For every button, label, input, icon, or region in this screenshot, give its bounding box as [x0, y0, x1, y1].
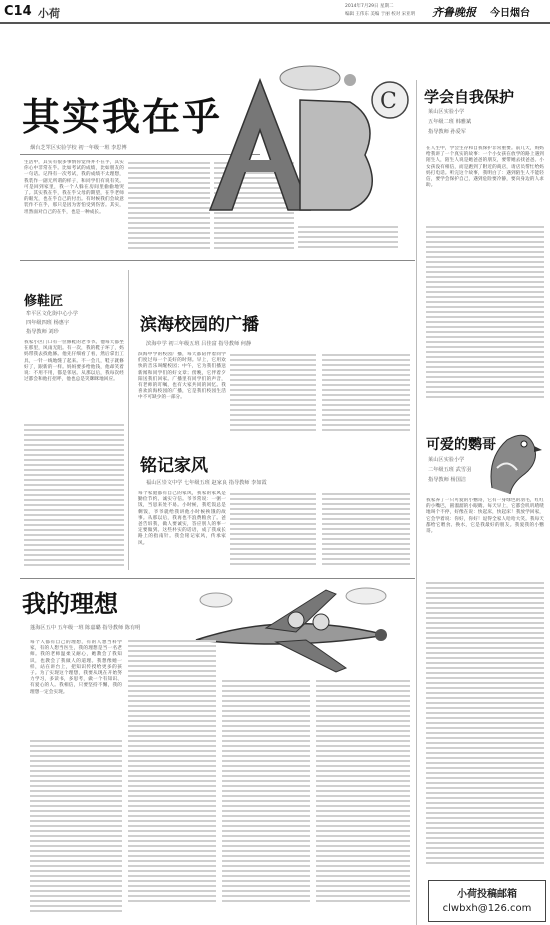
- article-5: [130, 445, 415, 575]
- mailbox-email[interactable]: clwbxh@126.com: [442, 903, 532, 914]
- article-7: [16, 580, 416, 924]
- article-byline: 滨海中学 初三年级五班 吕佳富 指导教师 何静: [146, 341, 252, 347]
- article-body-cont: [128, 162, 210, 249]
- article-body-cont: [316, 680, 410, 902]
- article-title: 铭记家风: [140, 456, 208, 476]
- article-2: [420, 86, 548, 406]
- article-body-cont: [426, 226, 544, 398]
- article-title: 其实我在乎: [22, 94, 223, 139]
- article-body: 我家养了一只可爱的小鹦哥，它有一身绿色的羽毛，红红的小嘴巴，圆溜溜的小眼睛。每天早上，它都会叽叽喳喳地叫个不停，好像在说：快起床，快起床！我放学回家，它会学着说：你好，你好！逗得全家人哈哈大笑。我每天都给它喂食、换水，它是我最好的朋友。我爱我的小鹦哥。: [426, 498, 544, 535]
- article-byline: 福山区崇文中学 七年级五班 赵家良 指导教师 李如霞: [146, 480, 267, 486]
- article-byline: 烟台芝罘区实验学校 初一年级一班 李思博: [30, 145, 127, 151]
- article-body: 在人生中，学会生存和自我保护非常重要。前几天，妈妈给我讲了一个真实的故事：一个小女孩在放学的路上遇到陌生人，陌生人说是她爸爸的朋友，要带她去找爸爸。小女孩没有相信，而是跑到了附近的商店，请店员帮忙给妈妈打电话。听完这个故事，我明白了：遇到陌生人不能轻信，要学会保护自己，遇到危险要冷静，要向身边的人求助。: [426, 146, 544, 189]
- masthead-rule: [0, 22, 550, 24]
- article-body-cont: [24, 424, 124, 566]
- article-byline: 四年级四班 杨惠宇: [26, 320, 70, 326]
- section-rule: [20, 578, 415, 579]
- article-body-cont: [322, 493, 410, 565]
- svg-text:C: C: [380, 89, 397, 114]
- article-body-cont: [230, 493, 316, 565]
- article-byline: 指导教师 杨国洁: [428, 477, 466, 483]
- column-divider: [416, 80, 417, 925]
- section-rule: [20, 260, 415, 261]
- article-body-cont: [298, 226, 398, 248]
- article-body: 每个家庭都有自己的家风，我家的家风是勤俭节约、诚实守信。爷爷常说：一粥一饭，当思来处不易。小时候，我吃饭总是剩饭，爷爷就给我讲他小时候挨饿的故事。从那以后，我再也不浪费粮食了。爸爸告诉我，做人要诚实，答应别人的事一定要做到。这些朴实的话语，成了我成长路上的指南针。我会铭记家风，传承家风。: [138, 491, 226, 546]
- article-body-cont: [322, 354, 410, 431]
- article-byline: 二年级五班 武雪羽: [428, 467, 472, 473]
- article-body-cont: [230, 354, 316, 431]
- edition-name: 今日烟台: [490, 8, 530, 19]
- article-title: 学会自我保护: [424, 88, 515, 106]
- article-title: 修鞋匠: [24, 294, 64, 309]
- page-code: C14: [4, 4, 32, 19]
- editors-line: 编辑 王伟东 美编 于丽 校对 宋亚明: [345, 12, 416, 17]
- article-byline: 指导教师 刘珍: [26, 329, 59, 335]
- article-title: 我的理想: [22, 589, 118, 618]
- mailbox-box: [428, 880, 546, 922]
- article-4: [130, 290, 415, 440]
- article-body: 滨海中学的校园广播，每天都陪伴着同学们度过每一个美好的时刻。早上，它用欢快的音乐叫醒校园；中午，它为我们播送新闻和同学们的好文章；傍晚，它伴着夕阳送我们回家。广播里有同学们的声音，有老师的叮嘱，也有大家共同的回忆。我喜欢滨海校园的广播，它是我们校园生活中不可缺少的一部分。: [138, 352, 226, 401]
- article-body-cont: [426, 582, 544, 864]
- article-byline: 指导教师 孙爱军: [428, 129, 466, 135]
- mailbox-title: 小荷投稿邮箱: [457, 889, 517, 900]
- abc-illustration: [200, 60, 415, 220]
- article-byline: 五年级二班 韩雅斌: [428, 119, 472, 125]
- article-body-cont: [30, 740, 122, 912]
- article-body: 每个人都有自己的理想，有的人想当科学家，有的人想当医生，我的理想是当一名老师。我的老师温柔又耐心，她教会了我知识，也教会了我做人的道理。我想像她一样，站在讲台上，把知识传授给更多的孩子。为了实现这个理想，我要从现在开始努力学习，多读书，多思考，做一个有知识、有爱心的人。我相信，只要坚持不懈，我的理想一定会实现。: [30, 640, 122, 695]
- article-title: 可爱的鹦哥: [426, 437, 496, 453]
- article-3: [16, 262, 126, 572]
- column-divider: [128, 270, 129, 570]
- date-line: 2014年7月29日 星期二: [345, 4, 394, 9]
- article-byline: 牟平区文化街中心小学: [26, 311, 78, 317]
- article-byline: 莱山区实验小学: [428, 457, 465, 463]
- article-title: 滨海校园的广播: [140, 315, 259, 335]
- article-body: 我家小区门口有一位修鞋的老爷爷。他每天都坐在那里，风雨无阻。有一次，我的鞋子坏了，妈妈带我去找他修。他先仔细看了看，然后拿出工具，一针一线地缝了起来。不一会儿，鞋子就修好了，跟新的一样。妈妈要多给他钱，他却笑着说：不用不用，都是邻居。从那以后，我每次经过都会和他打招呼，他也总是笑眯眯地回应。: [24, 340, 124, 383]
- article-byline: 莱山区实验小学: [428, 109, 465, 115]
- masthead: [0, 0, 550, 24]
- paper-logo: 齐鲁晚报: [432, 6, 476, 19]
- article-body-cont: [222, 680, 310, 902]
- parrot-illustration: [482, 428, 544, 496]
- article-body-cont: [128, 640, 216, 902]
- section-name: 小荷: [38, 7, 60, 20]
- article-body: 生活中，其实有很多事情你觉得并不在乎，其实你心中非常在乎。比如考试的成绩，比如朋友的一句话。记得有一次考试，我的成绩不太理想，我装作一副无所谓的样子，和同学们有说有笑。可是回到家里，我一个人躲在房间里偷偷地哭了。其实我在乎，我在乎父母的期望，在乎老师的眼光，也在乎自己的付出。有时候我们会故意装作不在乎，那只是因为害怕受到伤害。其实，坦然面对自己的在乎，也是一种成长。: [24, 160, 124, 215]
- article-6: [420, 428, 548, 848]
- article-byline: 蓬海区五中 五年级一班 陈嘉璐 指导教师 陈有明: [30, 625, 141, 631]
